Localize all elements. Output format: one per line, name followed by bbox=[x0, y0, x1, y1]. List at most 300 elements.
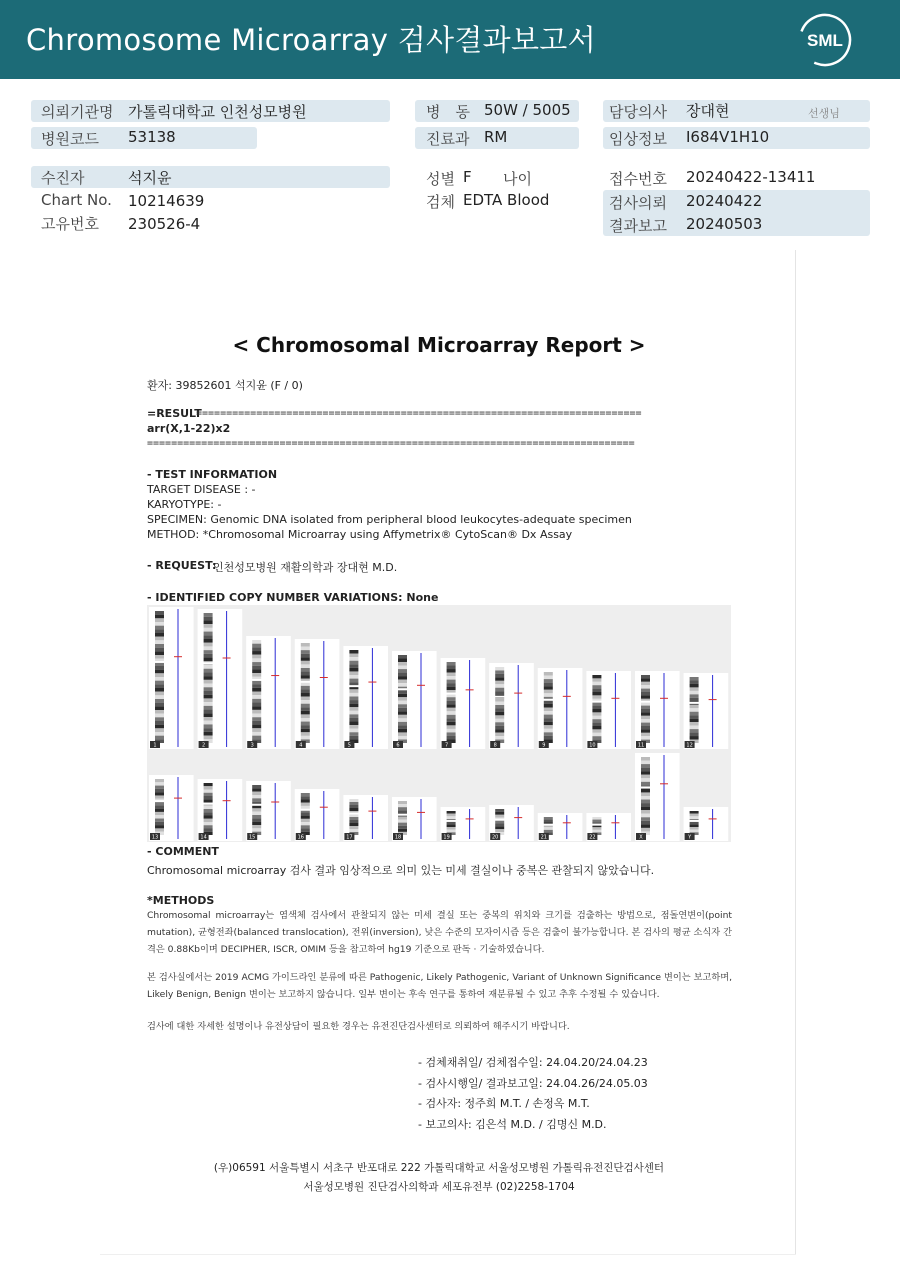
centromere bbox=[591, 701, 602, 703]
chromosome-band bbox=[398, 669, 407, 673]
chromosome-band bbox=[301, 711, 310, 715]
report-heading: Chromosome Microarray 검사결과보고서 bbox=[26, 23, 596, 57]
chromosome-band bbox=[495, 722, 504, 725]
specimen-value: EDTA Blood bbox=[463, 191, 550, 209]
chromosome-band bbox=[398, 801, 407, 804]
methods-paragraph-2: 본 검사실에서는 2019 ACMG 가이드라인 분류에 따른 Pathogenic, Likely Pathogenic, Variant of Unknown Significance 변이는 보고하며, Likely Benign, Benign 변이는 보고하지 않습니다. 일부 변이는 후속 연구를 통하여 재분류될 수 있고 추후 수정될 수 있습니다. bbox=[147, 972, 732, 1000]
chromosome-band bbox=[204, 654, 213, 658]
chromosome-band bbox=[252, 721, 261, 725]
chromosome-band bbox=[252, 669, 261, 673]
chromosome-band bbox=[349, 829, 358, 832]
chromosome-band bbox=[690, 824, 699, 827]
chromosome-label: 22 bbox=[589, 834, 596, 841]
centromere bbox=[348, 812, 359, 814]
chromosome-band bbox=[592, 723, 601, 726]
chromosome-band bbox=[252, 651, 261, 655]
chromosome-band bbox=[641, 723, 650, 726]
chromosome-band bbox=[301, 812, 310, 815]
chromosome-band bbox=[204, 669, 213, 673]
chromosome-band bbox=[349, 697, 358, 701]
chromosome-1 bbox=[149, 607, 194, 749]
request-heading: - REQUEST: bbox=[147, 559, 217, 572]
chromosome-band bbox=[398, 683, 407, 687]
chromosome-band bbox=[204, 816, 213, 819]
chromosome-band bbox=[447, 722, 456, 726]
chromosome-band bbox=[301, 796, 310, 799]
chromosome-band bbox=[641, 761, 650, 765]
chromosome-band bbox=[301, 793, 310, 796]
chromosome-band bbox=[204, 796, 213, 799]
chromosome-band bbox=[301, 732, 310, 736]
centromere bbox=[203, 803, 214, 805]
chromosome-band bbox=[641, 726, 650, 729]
chromosome-band bbox=[301, 675, 310, 679]
chromosome-band bbox=[301, 803, 310, 806]
clinical-label: 임상정보 bbox=[609, 130, 667, 148]
chromosome-band bbox=[641, 768, 650, 772]
chromosome-band bbox=[592, 729, 601, 732]
chromosome-band bbox=[252, 795, 261, 798]
chromosome-band bbox=[495, 815, 504, 818]
request-date-value: 20240422 bbox=[686, 192, 763, 210]
chromosome-band bbox=[155, 812, 164, 815]
chromosome-band bbox=[301, 729, 310, 733]
chromosome-band bbox=[301, 661, 310, 665]
chromosome-band bbox=[641, 814, 650, 818]
chromosome-band bbox=[641, 775, 650, 779]
chromosome-band bbox=[398, 701, 407, 705]
chromosome-band bbox=[252, 828, 261, 831]
chromosome-band bbox=[349, 736, 358, 740]
chromosome-band bbox=[592, 827, 601, 830]
chromosome-band bbox=[447, 811, 456, 814]
chromosome-band bbox=[447, 697, 456, 701]
doctor-suffix: 선생님 bbox=[808, 107, 840, 120]
chromosome-band bbox=[690, 729, 699, 732]
chromosome-band bbox=[592, 706, 601, 709]
chromosome-band bbox=[204, 717, 213, 721]
technicians: - 검사자: 정주희 M.T. / 손정옥 M.T. bbox=[418, 1097, 590, 1110]
chromosome-band bbox=[641, 771, 650, 775]
chromosome-band bbox=[690, 827, 699, 830]
chromosome-band bbox=[155, 786, 164, 789]
chromosome-band bbox=[641, 800, 650, 804]
chromosome-band bbox=[495, 719, 504, 722]
chromosome-band bbox=[155, 618, 164, 622]
chromosome-band bbox=[204, 632, 213, 636]
chromosome-band bbox=[398, 697, 407, 701]
chromosome-16 bbox=[295, 789, 340, 841]
chromosome-label: 14 bbox=[200, 834, 207, 841]
chromosome-band bbox=[641, 692, 650, 695]
chromosome-label: 6 bbox=[396, 742, 400, 749]
chromosome-band bbox=[641, 733, 650, 736]
chromosome-band bbox=[447, 814, 456, 817]
chromosome-band bbox=[641, 712, 650, 715]
report-date-value: 20240503 bbox=[686, 215, 763, 233]
sml-logo bbox=[797, 12, 853, 68]
address-line-1: (우)06591 서울특별시 서초구 반포대로 222 가톨릭대학교 서울성모병원 가톨릭유전진단검사센터 bbox=[213, 1162, 665, 1174]
chromosome-band bbox=[398, 725, 407, 729]
chromosome-band bbox=[592, 733, 601, 736]
chromosome-band bbox=[301, 822, 310, 825]
chromosome-band bbox=[690, 691, 699, 694]
comment-heading: - COMMENT bbox=[147, 845, 219, 858]
chromosome-band bbox=[252, 728, 261, 732]
chromosome-band bbox=[301, 816, 310, 819]
chromosome-band bbox=[592, 820, 601, 823]
patient-label: 수진자 bbox=[41, 169, 85, 187]
centromere bbox=[446, 820, 457, 822]
chromosome-band bbox=[690, 816, 699, 819]
chromosome-band bbox=[204, 710, 213, 714]
chromosome-band bbox=[252, 825, 261, 828]
chromosome-label: 21 bbox=[540, 834, 547, 841]
chromosome-band bbox=[690, 830, 699, 833]
chromosome-band bbox=[301, 647, 310, 651]
chromosome-band bbox=[301, 736, 310, 740]
chromosome-band bbox=[447, 687, 456, 691]
ward-value: 50W / 5005 bbox=[484, 101, 571, 119]
chromosome-label: 19 bbox=[443, 834, 450, 841]
chromosome-band bbox=[155, 699, 164, 703]
chromosome-band bbox=[398, 732, 407, 736]
chromosome-band bbox=[301, 829, 310, 832]
chromosome-label: 16 bbox=[297, 834, 304, 841]
chromosome-band bbox=[155, 782, 164, 785]
chromosome-band bbox=[690, 722, 699, 725]
chromosome-band bbox=[592, 716, 601, 719]
chromosome-label: 10 bbox=[589, 742, 596, 749]
hospital-code-label: 병원코드 bbox=[41, 130, 99, 148]
chromosome-band bbox=[398, 820, 407, 823]
chromosome-band bbox=[204, 620, 213, 624]
chromosome-band bbox=[398, 690, 407, 694]
chromosome-band bbox=[252, 785, 261, 788]
chromosome-band bbox=[398, 736, 407, 740]
chromosome-band bbox=[155, 611, 164, 615]
chromosome-band bbox=[204, 639, 213, 643]
chromosome-band bbox=[447, 708, 456, 712]
chromosome-band bbox=[641, 757, 650, 761]
chromosome-band bbox=[447, 676, 456, 680]
karyogram-panel bbox=[147, 605, 731, 842]
receipt-label: 접수번호 bbox=[609, 170, 667, 188]
report-title: < Chromosomal Microarray Report > bbox=[232, 333, 646, 357]
chromosome-band bbox=[495, 684, 504, 687]
chromosome-band bbox=[495, 809, 504, 812]
chromosome-band bbox=[349, 689, 358, 693]
chromosome-band bbox=[155, 633, 164, 637]
chromosome-label: 15 bbox=[249, 834, 256, 841]
centromere bbox=[203, 662, 214, 664]
chromosome-band bbox=[155, 795, 164, 798]
chromosome-9 bbox=[538, 668, 583, 749]
chromosome-band bbox=[495, 812, 504, 815]
chromosome-band bbox=[349, 732, 358, 736]
chromosome-11 bbox=[635, 671, 680, 749]
method-line: METHOD: *Chromosomal Microarray using Affymetrix® CytoScan® Dx Assay bbox=[147, 528, 573, 541]
chromosome-band bbox=[155, 626, 164, 630]
chromosome-band bbox=[690, 736, 699, 739]
info-bar bbox=[31, 166, 390, 188]
centromere bbox=[154, 661, 165, 663]
chromosome-band bbox=[155, 684, 164, 688]
chromosome-band bbox=[155, 648, 164, 652]
chromosome-band bbox=[349, 654, 358, 658]
chromosome-label: 12 bbox=[686, 742, 693, 749]
chromosome-band bbox=[349, 675, 358, 679]
chromosome-band bbox=[544, 672, 553, 676]
chromosome-band bbox=[398, 666, 407, 670]
chromosome-17 bbox=[343, 795, 388, 841]
chromosome-band bbox=[155, 655, 164, 659]
chromosome-3 bbox=[246, 636, 291, 749]
paper-edge bbox=[100, 1254, 796, 1255]
sex-label: 성별 bbox=[426, 170, 455, 188]
chromosome-label: 3 bbox=[250, 742, 254, 749]
karyotype: KARYOTYPE: - bbox=[147, 498, 222, 511]
centromere bbox=[397, 688, 408, 690]
chromosome-band bbox=[447, 732, 456, 736]
chromosome-band bbox=[641, 678, 650, 681]
request-date-label: 검사의뢰 bbox=[609, 194, 667, 212]
chromosome-band bbox=[204, 643, 213, 647]
chromosome-band bbox=[155, 615, 164, 619]
cnv-heading: - IDENTIFIED COPY NUMBER VARIATIONS: None bbox=[147, 591, 439, 604]
reporting-physicians: - 보고의사: 김은석 M.D. / 김명신 M.D. bbox=[418, 1118, 607, 1131]
chromosome-band bbox=[155, 819, 164, 822]
chromosome-band bbox=[349, 718, 358, 722]
institution-label: 의뢰기관명 bbox=[41, 103, 114, 121]
chromosome-band bbox=[398, 823, 407, 826]
centromere bbox=[689, 820, 700, 822]
chromosome-band bbox=[349, 700, 358, 704]
chromosome-band bbox=[447, 701, 456, 705]
chromosome-band bbox=[349, 725, 358, 729]
chromosome-band bbox=[301, 668, 310, 672]
chromosome-band bbox=[544, 736, 553, 740]
chromosome-band bbox=[447, 704, 456, 708]
chromosome-label: 1 bbox=[153, 742, 157, 749]
chromosome-band bbox=[155, 792, 164, 795]
chromosome-band bbox=[398, 704, 407, 708]
chromosome-band bbox=[544, 676, 553, 680]
chromosome-band bbox=[252, 703, 261, 707]
chromosome-band bbox=[204, 665, 213, 669]
chromosome-band bbox=[301, 689, 310, 693]
chromosome-band bbox=[204, 721, 213, 725]
chromosome-band bbox=[204, 687, 213, 691]
result-label: =RESULT bbox=[147, 407, 202, 420]
centromere bbox=[446, 693, 457, 695]
chromosome-band bbox=[204, 732, 213, 736]
chromosome-band bbox=[398, 829, 407, 832]
chromosome-band bbox=[155, 721, 164, 725]
chromosome-band bbox=[252, 710, 261, 714]
chromosome-5 bbox=[343, 646, 388, 749]
chromosome-6 bbox=[392, 651, 437, 749]
chromosome-band bbox=[447, 824, 456, 827]
chromosome-band bbox=[301, 650, 310, 654]
chromosome-band bbox=[641, 695, 650, 698]
chromosome-band bbox=[641, 675, 650, 678]
chromosome-band bbox=[690, 712, 699, 715]
chromosome-band bbox=[690, 684, 699, 687]
chromosome-band bbox=[204, 613, 213, 617]
chromosome-label: 8 bbox=[493, 742, 497, 749]
chromosome-band bbox=[592, 736, 601, 739]
chromosome-band bbox=[301, 714, 310, 718]
chromosome-band bbox=[544, 708, 553, 712]
chromosome-band bbox=[495, 670, 504, 673]
chromosome-band bbox=[544, 683, 553, 687]
target-disease: TARGET DISEASE : - bbox=[147, 483, 256, 496]
chromosome-band bbox=[592, 817, 601, 820]
report-date-label: 결과보고 bbox=[609, 217, 667, 235]
chromosome-band bbox=[155, 637, 164, 641]
chromosome-band bbox=[544, 820, 553, 823]
chromosome-band bbox=[349, 817, 358, 820]
chromosome-band bbox=[252, 725, 261, 729]
chromosome-band bbox=[155, 644, 164, 648]
chromosome-band bbox=[641, 736, 650, 739]
chromosome-band bbox=[204, 672, 213, 676]
chromosome-band bbox=[592, 689, 601, 692]
chromosome-band bbox=[398, 655, 407, 659]
patient-value: 석지윤 bbox=[128, 169, 172, 187]
chromosome-band bbox=[204, 806, 213, 809]
chromosome-band bbox=[204, 646, 213, 650]
chromosome-band bbox=[495, 667, 504, 670]
chromosome-band bbox=[544, 686, 553, 690]
chromosome-band bbox=[204, 736, 213, 740]
chromosome-band bbox=[349, 668, 358, 672]
chromosome-band bbox=[155, 805, 164, 808]
chromosome-band bbox=[349, 714, 358, 718]
chromosome-band bbox=[398, 807, 407, 810]
chromosome-band bbox=[690, 687, 699, 690]
chromosome-band bbox=[349, 679, 358, 683]
chromosome-band bbox=[495, 677, 504, 680]
chromosome-4 bbox=[295, 639, 340, 749]
chromosome-band bbox=[204, 706, 213, 710]
chromosome-band bbox=[398, 708, 407, 712]
logo-text: SML bbox=[807, 31, 843, 50]
chromosome-band bbox=[155, 714, 164, 718]
chromosome-band bbox=[544, 817, 553, 820]
chromosome-band bbox=[204, 650, 213, 654]
chromosome-band bbox=[252, 822, 261, 825]
chromosome-band bbox=[495, 688, 504, 691]
chromosome-band bbox=[495, 736, 504, 739]
collection-dates: - 검체채취일/ 검체접수일: 24.04.20/24.04.23 bbox=[418, 1056, 648, 1069]
chromosome-band bbox=[592, 726, 601, 729]
chromosome-band bbox=[641, 764, 650, 768]
chromosome-band bbox=[398, 804, 407, 807]
chromosome-band bbox=[641, 824, 650, 828]
address-line-2: 서울성모병원 진단검사의학과 세포유전부 (02)2258-1704 bbox=[303, 1181, 575, 1193]
centromere bbox=[494, 696, 505, 698]
chromosome-band bbox=[447, 683, 456, 687]
chromosome-band bbox=[204, 790, 213, 793]
chromosome-band bbox=[252, 792, 261, 795]
chromosome-band bbox=[398, 816, 407, 819]
chromosome-band bbox=[252, 644, 261, 648]
chromosome-band bbox=[690, 715, 699, 718]
chromosome-band bbox=[252, 818, 261, 821]
chromosome-band bbox=[301, 657, 310, 661]
chromosome-label: Y bbox=[688, 834, 692, 841]
karyogram-chart bbox=[147, 605, 731, 842]
chromosome-band bbox=[592, 678, 601, 681]
chromosome-band bbox=[252, 684, 261, 688]
chromosome-band bbox=[447, 736, 456, 740]
chromosome-band bbox=[155, 622, 164, 626]
sex-value: F bbox=[463, 168, 472, 186]
chromosome-band bbox=[349, 729, 358, 733]
chromosome-band bbox=[398, 826, 407, 829]
chromosome-band bbox=[641, 803, 650, 807]
chromosome-14 bbox=[198, 779, 243, 841]
chromosome-band bbox=[641, 719, 650, 722]
chromosome-band bbox=[252, 658, 261, 662]
chromosome-band bbox=[155, 725, 164, 729]
chromosome-band bbox=[641, 817, 650, 821]
chromosome-band bbox=[155, 673, 164, 677]
chromosome-band bbox=[447, 718, 456, 722]
chromosome-label: 7 bbox=[445, 742, 449, 749]
chromosome-label: 5 bbox=[347, 742, 351, 749]
chromosome-band bbox=[398, 722, 407, 726]
chromosome-band bbox=[155, 677, 164, 681]
chromosome-band bbox=[349, 657, 358, 661]
chromosome-band bbox=[641, 792, 650, 796]
chromosome-band bbox=[544, 693, 553, 697]
chromosome-7 bbox=[441, 658, 486, 749]
chromosome-band bbox=[155, 695, 164, 699]
chromosome-band bbox=[204, 783, 213, 786]
chromosome-band bbox=[447, 822, 456, 825]
chromosome-band bbox=[495, 715, 504, 718]
chromosome-band bbox=[398, 662, 407, 666]
chromosome-band bbox=[252, 699, 261, 703]
chromosome-band bbox=[155, 822, 164, 825]
chromosome-band bbox=[204, 698, 213, 702]
centromere bbox=[640, 786, 651, 788]
chromosome-band bbox=[252, 680, 261, 684]
chromosome-band bbox=[398, 673, 407, 677]
chromosome-label: 2 bbox=[202, 742, 206, 749]
chromosome-band bbox=[544, 690, 553, 694]
chromosome-band bbox=[204, 695, 213, 699]
chromosome-band bbox=[155, 706, 164, 710]
centromere bbox=[640, 701, 651, 703]
chromosome-band bbox=[155, 825, 164, 828]
result-value: arr(X,1-22)x2 bbox=[147, 422, 231, 435]
centromere bbox=[251, 804, 262, 806]
chromosome-band bbox=[204, 793, 213, 796]
chromosome-band bbox=[252, 798, 261, 801]
chromosome-band bbox=[204, 812, 213, 815]
chromosome-band bbox=[155, 789, 164, 792]
chromosome-band bbox=[349, 711, 358, 715]
chromosome-12 bbox=[684, 673, 729, 749]
chromosome-band bbox=[349, 671, 358, 675]
chromosome-band bbox=[301, 819, 310, 822]
chromosome-band bbox=[301, 672, 310, 676]
chromosome-label: 13 bbox=[151, 834, 159, 841]
